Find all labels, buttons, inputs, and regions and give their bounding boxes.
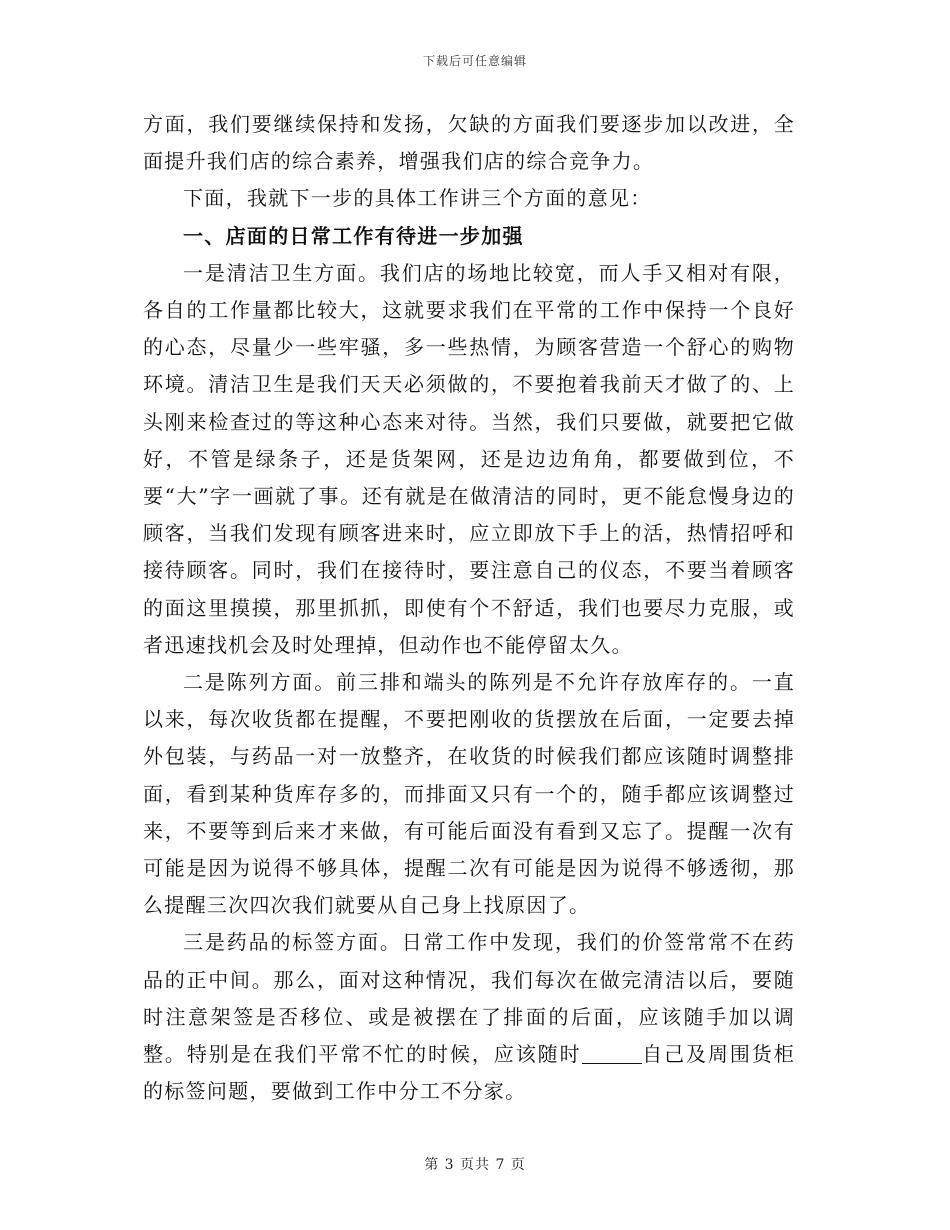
page-footer: 第 3 页共 7 页 <box>424 1157 526 1173</box>
section-heading: 一、店面的日常工作有待进一步加强 <box>183 223 524 248</box>
paragraph-labels <box>143 924 795 1110</box>
paragraph-cleaning: 一是清洁卫生方面。我们店的场地比较宽，而人手又相对有限，各自的工作量都比较大，这就要求我们在平常的工作中保持一个良好的心态，尽量少一些牢骚，多一些热情，为顾客营造一个舒心的购物环境。清洁卫生是我们天天必须做的，不要抱着我前天才做了的、上头刚来检查过的等这种心态来对待。当然，我们只要做，就要把它做好，不管是绿条子，还是货架网，还是边边角角，都要做到位，不要“大”字一画就了事。还有就是在做清洁的同时，更不能怠慢身边的顾客，当我们发现有顾客进来时，应立即放下手上的活，热情招呼和接待顾客。同时，我们在接待时，要注意自己的仪态，不要当着顾客的面这里摸摸，那里抓抓，即使有个不舒适，我们也要尽力克服，或者迅速找机会及时处理掉，但动作也不能停留太久。 <box>143 260 795 657</box>
paragraph-display: 二是陈列方面。前三排和端头的陈列是不允许存放库存的。一直以来，每次收货都在提醒，不要把刚收的货摆放在后面，一定要去掉外包装，与药品一对一放整齐，在收货的时候我们都应该随时调整排面，看到某种货库存多的，而排面又只有一个的，随手都应该调整过来，不要等到后来才来做，有可能后面没有看到又忘了。提醒一次有可能是因为说得不够具体，提醒二次有可能是因为说得不够透彻，那么提醒三次四次我们就要从自己身上找原因了。 <box>143 670 795 918</box>
paragraph-intro: 下面，我就下一步的具体工作讲三个方面的意见： <box>183 186 652 211</box>
page-header: 下载后可任意编辑 <box>422 54 527 68</box>
paragraph-labels-part2: 自己及周围货柜的标签问题，要做到工作中分工不分家。 <box>143 1042 795 1104</box>
paragraph-labels-part1: 三是药品的标签方面。日常工作中发现，我们的价签常常不在药品的正中间。那么，面对这种情况，我们每次在做完清洁以后，要随时注意架签是否移位、或是被摆在了排面的后面，应该随手加以调整。特别是在我们平常不忙的时候，应该随时 <box>143 930 795 1067</box>
document-body <box>143 106 795 1110</box>
paragraph-continuation: 方面，我们要继续保持和发扬，欠缺的方面我们要逐步加以改进，全面提升我们店的综合素养，增强我们店的综合竞争力。 <box>143 112 795 174</box>
fill-in-blank <box>582 1043 642 1064</box>
